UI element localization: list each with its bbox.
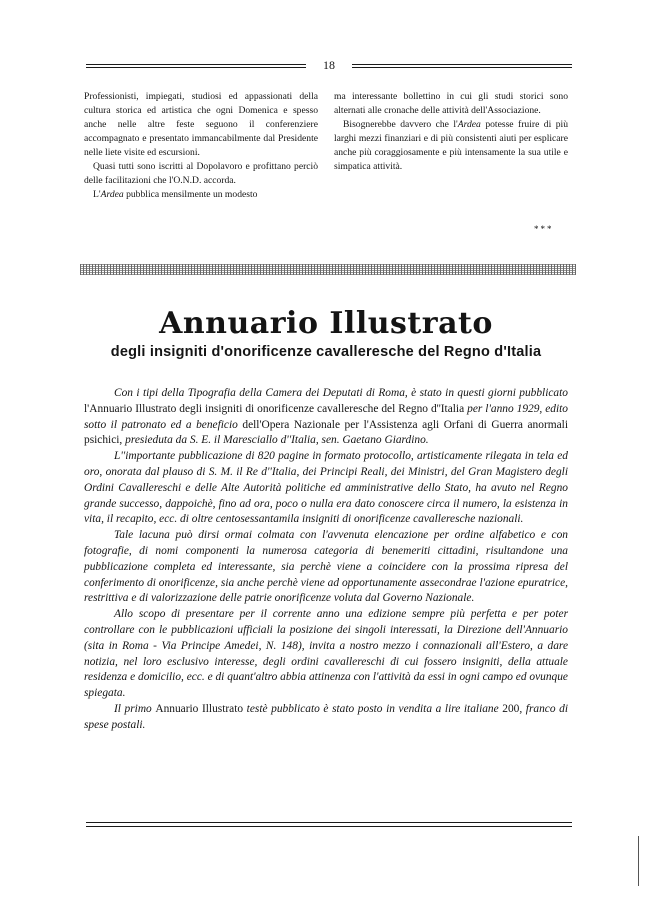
- article-paragraph-2: L''importante pubblicazione di 820 pagine in formato protocollo, artisticamente rilegata in tela ed oro, onorata dal plauso di S. M. il Re d''Italia, dei Principi Reali, dei Ministri, del Gran Magistero degli Ordini Cavallereschi e delle Alte Autorità politiche ed amministrative dello Stato, ha avuto nel Regno grande successo, dappoichè, fino ad ora, poco o nulla era dato conoscere circa il numero, la esistenza in vita, il recapito, ecc. di oltre centosessantamila insigniti di onorificenze cavalleresche nazionali.: [84, 450, 568, 526]
- p1-e: presieduta da S. E. il Maresciallo d''Italia, sen. Gaetano Giardino.: [122, 434, 429, 447]
- footer-rule-1: [86, 822, 572, 823]
- page-number: 18: [323, 58, 335, 72]
- p5-a: Il primo: [114, 702, 156, 715]
- header-rule-right: [352, 64, 572, 68]
- left-p3-ardea: Ardea: [100, 189, 124, 200]
- p5-d: 200: [502, 702, 520, 715]
- p1-d: dell'Opera Nazionale per l'Assistenza agli Orfani di Guerra anormali psichici,: [84, 418, 568, 447]
- article-paragraph-1: [84, 386, 568, 449]
- page-header: [86, 58, 572, 78]
- margin-mark: [638, 836, 639, 886]
- article-paragraph-4: Allo scopo di presentare per il corrente anno una edizione sempre più perfetta e per poter controllare con le pubblicazioni ufficiali la posizione dei singoli interessati, la Direzione dell'Annuario (sita in Roma - Via Principe Amedei, N. 148), invita a nostro mezzo i connazionali all'Estero, a dare notizia, nel loro esclusivo interesse, degli ordini cavallereschi di cui fossero insigniti, della attuale residenza e domicilio, ecc. e di quant'altro abbia attinenza con l'attività da essi in ogni campo ed ovunque spiegata.: [84, 608, 568, 700]
- right-paragraph-2: [334, 118, 568, 174]
- left-paragraph-1: Professionisti, impiegati, studiosi ed appassionati della cultura storica ed artistica che ogni Domenica e spesso anche nelle altre feste seguono il conferenziere accompagnato e presentato immancabilmente dal Presidente nelle liete visite ed escursioni.: [84, 91, 318, 158]
- right-column: [334, 90, 568, 174]
- left-column: [84, 90, 318, 202]
- article-paragraph-3: Tale lacuna può dirsi ormai colmata con l'avvenuta elencazione per ordine alfabetico e con fotografie, di nomi componenti la numerosa categoria di benemeriti cittadini, risultandone una pubblicazione completa ed interessante, sia perchè viene a coincidere con la prossima ripresa del conferimento di onorificenze, sia anche perchè viene ad opportunamente assecondrae l'azione epuratrice, restrittiva e di valorizzazione delle patrie onorificenze voluta dal Governo Nazionale.: [84, 529, 568, 605]
- article-paragraph-5: [84, 702, 568, 734]
- p1-a: Con i tipi della Tipografia della Camera dei Deputati di Roma, è stato in questi giorni pubblicato: [114, 387, 568, 399]
- p5-b: Annuario Illustrato: [155, 702, 244, 715]
- p5-c: testè pubblicato è stato posto in vendita a lire italiane: [243, 702, 503, 715]
- left-p3-post: pubblica mensilmente un modesto: [123, 189, 258, 200]
- right-p2-pre: Bisognerebbe davvero che l': [343, 119, 458, 130]
- right-paragraph-1: ma interessante bollettino in cui gli studi storici sono alternati alle cronache delle attività dell'Associazione.: [334, 91, 568, 116]
- p1-c: per l'anno 1929, edito sotto il patronato ed a beneficio: [84, 402, 568, 431]
- left-paragraph-3: [84, 188, 318, 202]
- left-paragraph-2: Quasi tutti sono iscritti al Dopolavoro e profittano perciò delle facilitazioni che l'O.N.D. accorda.: [84, 161, 318, 186]
- decorative-band: [80, 264, 576, 275]
- footer-rule-2: [86, 826, 572, 827]
- article-subtitle: degli insigniti d'onorificenze cavalleresche del Regno d'Italia: [110, 344, 542, 360]
- left-p3-pre: L': [93, 189, 101, 200]
- article-title: Annuario Illustrato: [159, 306, 493, 341]
- p5-e: , franco di spese postali.: [84, 702, 568, 731]
- p1-b: l'Annuario Illustrato degli insigniti di onorificenze cavalleresche del Regno d''Italia: [84, 402, 465, 415]
- right-p2-ardea: Ardea: [457, 119, 481, 130]
- section-stars: ***: [534, 224, 554, 234]
- article-body: [84, 386, 568, 734]
- right-p2-post: potesse fruire di più larghi mezzi finanziari e di più consistenti aiuti per esplicare anche più coraggiosamente e più intensamente la sua utile e simpatica attività.: [334, 119, 568, 172]
- header-rule-left: [86, 64, 306, 68]
